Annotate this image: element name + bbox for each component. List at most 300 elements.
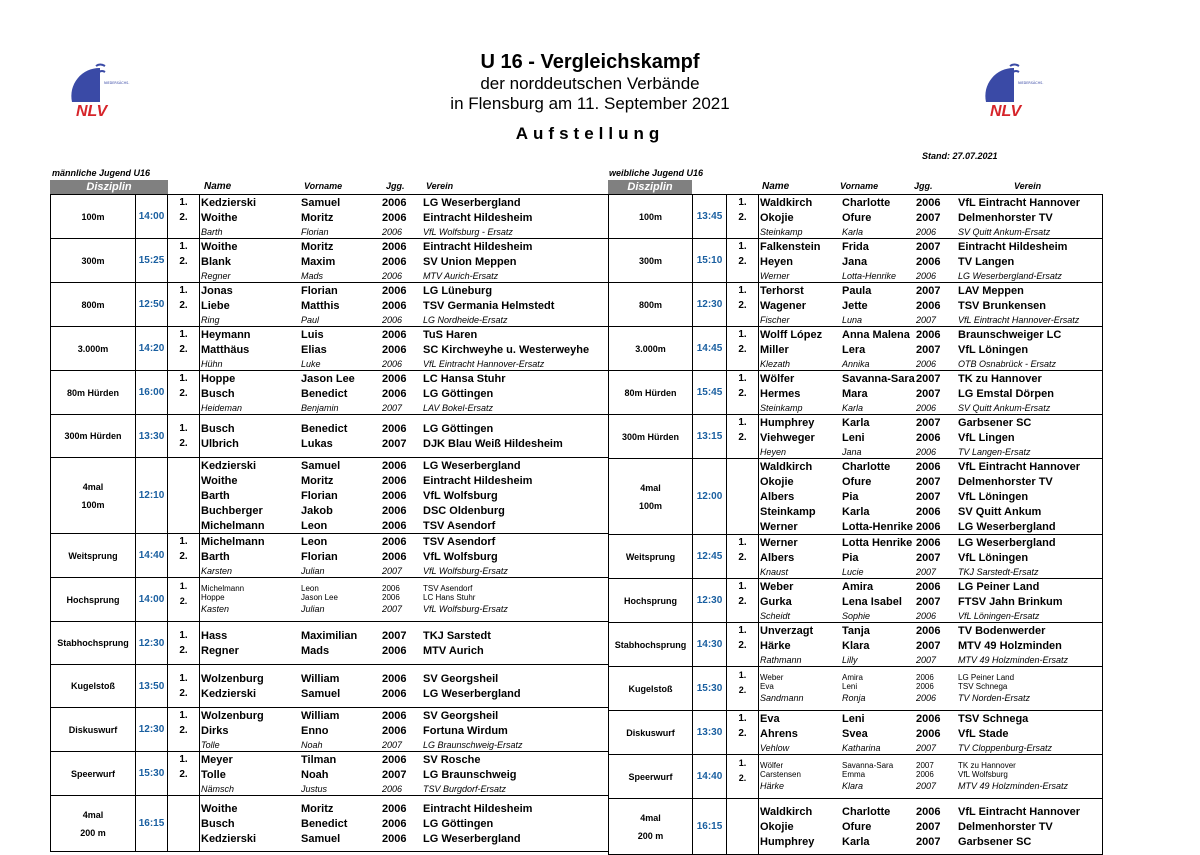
athlete-surname: Humphrey [760, 835, 815, 848]
athlete-birthyear: 2007 [916, 314, 937, 325]
athlete-firstname: Charlotte [842, 196, 891, 209]
place-column [727, 415, 759, 459]
athlete-row [200, 602, 608, 615]
athletes-column [759, 755, 1103, 799]
athlete-row [759, 819, 1102, 834]
athlete-club: FTSV Jahn Brinkum [958, 595, 1063, 608]
event-name: 100m [609, 195, 693, 239]
athlete-birthyear: 2006 [382, 474, 407, 487]
athlete-surname: Härke [760, 780, 785, 791]
event-block [609, 623, 1103, 667]
event-name: Weitsprung [51, 534, 136, 578]
athlete-birthyear: 2006 [916, 431, 941, 444]
athlete-row [200, 564, 608, 577]
athlete-club: Eintracht Hildesheim [423, 474, 533, 487]
event-location: in Flensburg am 11. September 2021 [450, 94, 730, 113]
athlete-surname: Viehweger [760, 431, 815, 444]
athlete-birthyear: 2007 [382, 565, 403, 576]
athlete-row [200, 628, 608, 643]
athlete-surname: Weber [760, 580, 794, 593]
athlete-row [759, 594, 1102, 609]
athlete-club: VfL Löningen-Ersatz [958, 610, 1040, 621]
athlete-surname: Ring [201, 314, 220, 325]
athlete-birthyear: 2007 [916, 284, 941, 297]
athlete-club: DSC Oldenburg [423, 504, 505, 517]
athlete-row [200, 327, 608, 342]
athlete-firstname: Ofure [842, 475, 872, 488]
athlete-birthyear: 2006 [382, 817, 407, 830]
place-number: 1. [738, 329, 747, 340]
athlete-club: LG Weserbergland [423, 687, 521, 700]
nlv-logo-left [66, 62, 138, 120]
athlete-club: VfL Löningen [958, 490, 1029, 503]
place-number [727, 489, 758, 504]
athlete-club: LG Weserbergland [423, 832, 521, 845]
athlete-surname: Barth [201, 226, 223, 237]
place-number [168, 225, 199, 238]
athlete-birthyear: 2007 [382, 629, 407, 642]
athlete-club: LAV Bokel-Ersatz [423, 402, 494, 413]
place-number [727, 565, 758, 578]
athlete-row [200, 549, 608, 564]
athlete-birthyear: 2007 [916, 490, 941, 503]
athlete-firstname: Noah [301, 768, 329, 781]
athlete-firstname: Lukas [301, 437, 333, 450]
event-block [609, 283, 1103, 327]
athlete-row [200, 357, 608, 370]
place-number: 1. [179, 580, 188, 591]
event-name-line: 4mal [640, 482, 661, 493]
athlete-birthyear: 2006 [916, 692, 937, 703]
athlete-club: LG Göttingen [423, 422, 494, 435]
athlete-birthyear: 2006 [382, 314, 403, 325]
place-number [168, 269, 199, 282]
athlete-club: VfL Wolfsburg [423, 489, 498, 502]
athlete-birthyear: 2006 [916, 580, 941, 593]
athlete-row [200, 593, 608, 602]
athlete-club: LG Braunschweig [423, 768, 517, 781]
place-number [727, 357, 758, 370]
athletes-column [759, 327, 1103, 371]
event-name: Diskuswurf [51, 708, 136, 752]
athlete-birthyear: 2006 [916, 460, 941, 473]
event-time: 12:30 [136, 622, 168, 665]
event-name-line: 4mal [82, 481, 104, 492]
athlete-surname: Woithe [201, 474, 238, 487]
athlete-firstname: Elias [301, 343, 327, 356]
athlete-birthyear: 2006 [916, 673, 934, 682]
athlete-surname: Regner [201, 644, 239, 657]
athlete-club: LAV Meppen [958, 284, 1024, 297]
nlv-logo-right [980, 62, 1052, 120]
athlete-row [200, 708, 608, 723]
place-column [727, 623, 759, 667]
event-block [51, 665, 609, 708]
athlete-surname: Tolle [201, 768, 226, 781]
athlete-club: SV Quitt Ankum-Ersatz [958, 226, 1051, 237]
athlete-firstname: Jette [842, 299, 868, 312]
event-block [51, 195, 609, 239]
athlete-row [200, 643, 608, 658]
athlete-firstname: Karla [842, 416, 870, 429]
place-number [727, 445, 758, 458]
athlete-row [759, 415, 1102, 430]
male-section-label: männliche Jugend U16 [52, 168, 151, 178]
place-column [727, 195, 759, 239]
place-column [727, 799, 759, 855]
athlete-birthyear: 2007 [916, 820, 941, 833]
place-column [727, 283, 759, 327]
athletes-column [759, 623, 1103, 667]
place-number [727, 834, 758, 849]
event-name-line: 200 m [637, 830, 664, 841]
athlete-club: LG Peiner Land [958, 580, 1040, 593]
athlete-club: VfL Löningen [958, 343, 1029, 356]
place-number [168, 782, 199, 795]
athlete-firstname: Tilman [301, 753, 337, 766]
place-number: 1. [738, 373, 747, 384]
athlete-birthyear: 2007 [916, 240, 941, 253]
place-number [168, 503, 199, 518]
place-number [727, 313, 758, 326]
place-number [168, 357, 199, 370]
athlete-surname: Buchberger [201, 504, 263, 517]
athletes-column [200, 752, 609, 796]
header-name: Name [762, 181, 790, 192]
athlete-club: TV Norden-Ersatz [958, 692, 1031, 703]
athlete-row [759, 711, 1102, 726]
event-time: 13:45 [693, 195, 727, 239]
athlete-firstname: Samuel [301, 687, 341, 700]
athlete-row [759, 459, 1102, 474]
athlete-firstname: Luis [301, 328, 324, 341]
athlete-firstname: Karla [842, 505, 870, 518]
athlete-firstname: Klara [842, 639, 870, 652]
athlete-surname: Ahrens [760, 727, 798, 740]
athlete-row [200, 534, 608, 549]
athlete-surname: Hoppe [201, 593, 225, 602]
place-column [727, 755, 759, 799]
athlete-row [200, 738, 608, 751]
event-name: Stabhochsprung [51, 622, 136, 665]
athlete-firstname: Samuel [301, 459, 341, 472]
event-block [51, 708, 609, 752]
athlete-surname: Wolzenburg [201, 709, 264, 722]
event-time: 12:50 [136, 283, 168, 327]
place-number: 2. [179, 769, 188, 780]
event-block [51, 371, 609, 415]
athlete-surname: Rathmann [760, 654, 802, 665]
athlete-surname: Werner [760, 520, 798, 533]
athlete-birthyear: 2006 [916, 226, 937, 237]
athlete-firstname: Tanja [842, 624, 870, 637]
athlete-surname: Wolzenburg [201, 672, 264, 685]
athlete-row [200, 831, 608, 846]
athlete-row [200, 723, 608, 738]
athlete-surname: Carstensen [760, 770, 801, 779]
event-name: Kugelstoß [51, 665, 136, 708]
athlete-birthyear: 2007 [916, 761, 934, 770]
place-number: 2. [738, 388, 747, 399]
event-block [609, 415, 1103, 459]
header-disziplin: Disziplin [608, 180, 692, 194]
athlete-club: SV Georgsheil [423, 709, 499, 722]
athlete-row [759, 239, 1102, 254]
place-number: 1. [179, 754, 188, 765]
place-number [727, 459, 758, 474]
event-time: 13:30 [136, 415, 168, 458]
event-time: 12:45 [693, 535, 727, 579]
athlete-birthyear: 2006 [916, 712, 941, 725]
athlete-surname: Klezath [760, 358, 791, 369]
event-name [51, 458, 136, 534]
place-number: 2. [179, 388, 188, 399]
athlete-club: VfL Eintracht Hannover [958, 460, 1081, 473]
athlete-club: Delmenhorster TV [958, 211, 1053, 224]
place-number: 1. [738, 625, 747, 636]
athlete-firstname: Ofure [842, 211, 872, 224]
event-name [609, 799, 693, 855]
athlete-row [759, 779, 1102, 792]
event-name-line: 4mal [82, 809, 104, 820]
athlete-club: MTV 49 Holzminden [958, 639, 1062, 652]
athlete-surname: Matthäus [201, 343, 250, 356]
athlete-club: Eintracht Hildesheim [958, 240, 1068, 253]
athlete-surname: Busch [201, 422, 235, 435]
athlete-club: VfL Wolfsburg [423, 550, 498, 563]
athlete-row [759, 225, 1102, 238]
athlete-surname: Wagener [760, 299, 807, 312]
event-time: 15:25 [136, 239, 168, 283]
athlete-club: TV Bodenwerder [958, 624, 1046, 637]
athlete-surname: Albers [760, 551, 795, 564]
event-time: 13:15 [693, 415, 727, 459]
athlete-row [200, 386, 608, 401]
athlete-birthyear: 2006 [382, 196, 407, 209]
event-name: 3.000m [609, 327, 693, 371]
event-time: 16:15 [693, 799, 727, 855]
athlete-surname: Hoppe [201, 372, 236, 385]
place-number: 2. [738, 432, 747, 443]
athlete-club: OTB Osnabrück - Ersatz [958, 358, 1057, 369]
athlete-club: TSV Schnega [958, 712, 1029, 725]
athlete-row [759, 638, 1102, 653]
place-number: 1. [738, 417, 747, 428]
athlete-club: LG Göttingen [423, 387, 494, 400]
place-column [168, 708, 200, 752]
athlete-club: VfL Wolfsburg [958, 770, 1008, 779]
place-column [168, 578, 200, 622]
athlete-row [200, 816, 608, 831]
athlete-row [200, 686, 608, 701]
athlete-birthyear: 2007 [916, 211, 941, 224]
athlete-surname: Dirks [201, 724, 229, 737]
athletes-column [759, 283, 1103, 327]
athlete-firstname: Leon [301, 535, 328, 548]
event-block [609, 579, 1103, 623]
athletes-column [759, 459, 1103, 535]
place-number: 2. [179, 344, 188, 355]
athlete-firstname: Karla [842, 835, 870, 848]
athlete-birthyear: 2007 [916, 372, 941, 385]
athlete-surname: Vehlow [760, 742, 790, 753]
place-number [727, 504, 758, 519]
athlete-surname: Fischer [760, 314, 790, 325]
athlete-row [759, 298, 1102, 313]
athlete-firstname: Moritz [301, 240, 334, 253]
athlete-club: LG Weserbergland [423, 196, 521, 209]
athlete-club: LG Weserbergland [958, 520, 1056, 533]
athlete-row [759, 565, 1102, 578]
athlete-club: Delmenhorster TV [958, 820, 1053, 833]
athlete-firstname: Benjamin [301, 402, 339, 413]
event-block [609, 327, 1103, 371]
athlete-row [200, 767, 608, 782]
athlete-surname: Kedzierski [201, 832, 257, 845]
athlete-birthyear: 2006 [916, 682, 934, 691]
athlete-surname: Gurka [760, 595, 792, 608]
event-time: 12:10 [136, 458, 168, 534]
athlete-firstname: Ofure [842, 820, 872, 833]
athlete-birthyear: 2006 [382, 709, 407, 722]
athlete-row [200, 488, 608, 503]
athlete-surname: Heymann [201, 328, 251, 341]
event-name: Hochsprung [609, 579, 693, 623]
athlete-birthyear: 2006 [916, 624, 941, 637]
athletes-column [759, 799, 1103, 855]
athlete-surname: Scheidt [760, 610, 791, 621]
athlete-birthyear: 2006 [916, 805, 941, 818]
athlete-firstname: Samuel [301, 832, 341, 845]
athlete-firstname: Florian [301, 284, 338, 297]
athlete-firstname: William [301, 672, 340, 685]
place-number: 1. [738, 537, 747, 548]
athlete-birthyear: 2007 [916, 654, 937, 665]
athlete-surname: Waldkirch [760, 805, 813, 818]
athlete-surname: Tolle [201, 739, 220, 750]
athlete-firstname: Lucie [842, 566, 864, 577]
athlete-surname: Woithe [201, 211, 238, 224]
athlete-surname: Nämsch [201, 783, 235, 794]
athlete-row [200, 421, 608, 436]
athlete-row [759, 535, 1102, 550]
athlete-surname: Steinkamp [760, 226, 803, 237]
event-time: 14:45 [693, 327, 727, 371]
event-time: 14:20 [136, 327, 168, 371]
athlete-club: VfL Wolfsburg-Ersatz [423, 565, 508, 576]
athlete-row [200, 210, 608, 225]
athlete-firstname: Enno [301, 724, 329, 737]
athlete-club: Eintracht Hildesheim [423, 211, 533, 224]
athlete-birthyear: 2006 [382, 255, 407, 268]
athlete-birthyear: 2006 [382, 343, 407, 356]
athlete-surname: Eva [760, 682, 774, 691]
place-number: 2. [179, 688, 188, 699]
athlete-row [759, 691, 1102, 704]
athlete-birthyear: 2006 [382, 687, 407, 700]
athlete-club: LC Hansa Stuhr [423, 372, 506, 385]
place-number: 1. [179, 329, 188, 340]
athlete-surname: Steinkamp [760, 402, 803, 413]
athlete-club: Garbsener SC [958, 835, 1032, 848]
athlete-surname: Waldkirch [760, 196, 813, 209]
athlete-firstname: Pia [842, 490, 859, 503]
athlete-row [759, 313, 1102, 326]
place-number [727, 741, 758, 754]
place-number: 1. [738, 669, 747, 680]
athlete-birthyear: 2007 [382, 768, 407, 781]
place-column [727, 327, 759, 371]
athlete-club: LG Emstal Dörpen [958, 387, 1054, 400]
athlete-surname: Eva [760, 712, 780, 725]
athlete-birthyear: 2006 [382, 211, 407, 224]
athlete-surname: Liebe [201, 299, 230, 312]
athlete-firstname: Karla [842, 402, 864, 413]
event-name: Kugelstoß [609, 667, 693, 711]
athlete-row [200, 752, 608, 767]
athlete-birthyear: 2006 [382, 459, 407, 472]
athlete-birthyear: 2006 [382, 724, 407, 737]
section-heading: Aufstellung [515, 124, 665, 143]
header-verein: Verein [1014, 181, 1042, 191]
event-name: Speerwurf [51, 752, 136, 796]
athlete-firstname: Moritz [301, 802, 334, 815]
athlete-birthyear: 2006 [382, 593, 400, 602]
event-block [609, 799, 1103, 855]
athlete-row [759, 623, 1102, 638]
athlete-surname: Albers [760, 490, 795, 503]
athlete-surname: Okojie [760, 820, 794, 833]
place-column [727, 459, 759, 535]
athlete-club: LG Göttingen [423, 817, 494, 830]
event-name: Hochsprung [51, 578, 136, 622]
place-number: 1. [738, 285, 747, 296]
athlete-birthyear: 2007 [916, 387, 941, 400]
place-number: 1. [738, 757, 747, 768]
athlete-birthyear: 2006 [382, 584, 400, 593]
athlete-club: LG Lüneburg [423, 284, 493, 297]
athlete-surname: Woithe [201, 802, 238, 815]
athlete-row [759, 445, 1102, 458]
event-block [609, 195, 1103, 239]
athletes-column [200, 578, 609, 622]
athlete-firstname: Amira [842, 580, 874, 593]
athletes-column [759, 667, 1103, 711]
place-column [168, 415, 200, 458]
athlete-birthyear: 2006 [916, 402, 937, 413]
event-name: 100m [51, 195, 136, 239]
place-number: 2. [738, 772, 747, 783]
athlete-club: LG Weserbergland [958, 536, 1056, 549]
event-time: 14:40 [693, 755, 727, 799]
athlete-firstname: Leni [842, 682, 858, 691]
athlete-birthyear: 2006 [382, 270, 403, 281]
athlete-club: DJK Blau Weiß Hildesheim [423, 437, 563, 450]
athlete-firstname: Florian [301, 550, 338, 563]
athlete-birthyear: 2006 [916, 520, 941, 533]
event-time: 13:50 [136, 665, 168, 708]
athletes-column [200, 534, 609, 578]
athlete-surname: Blank [201, 255, 231, 268]
athlete-row [200, 313, 608, 326]
athlete-surname: Okojie [760, 475, 794, 488]
header-name: Name [204, 181, 232, 192]
athlete-firstname: Florian [301, 226, 329, 237]
place-number [168, 816, 199, 831]
athlete-birthyear: 2006 [382, 240, 407, 253]
athlete-club: LG Braunschweig-Ersatz [423, 739, 523, 750]
place-number: 2. [179, 438, 188, 449]
